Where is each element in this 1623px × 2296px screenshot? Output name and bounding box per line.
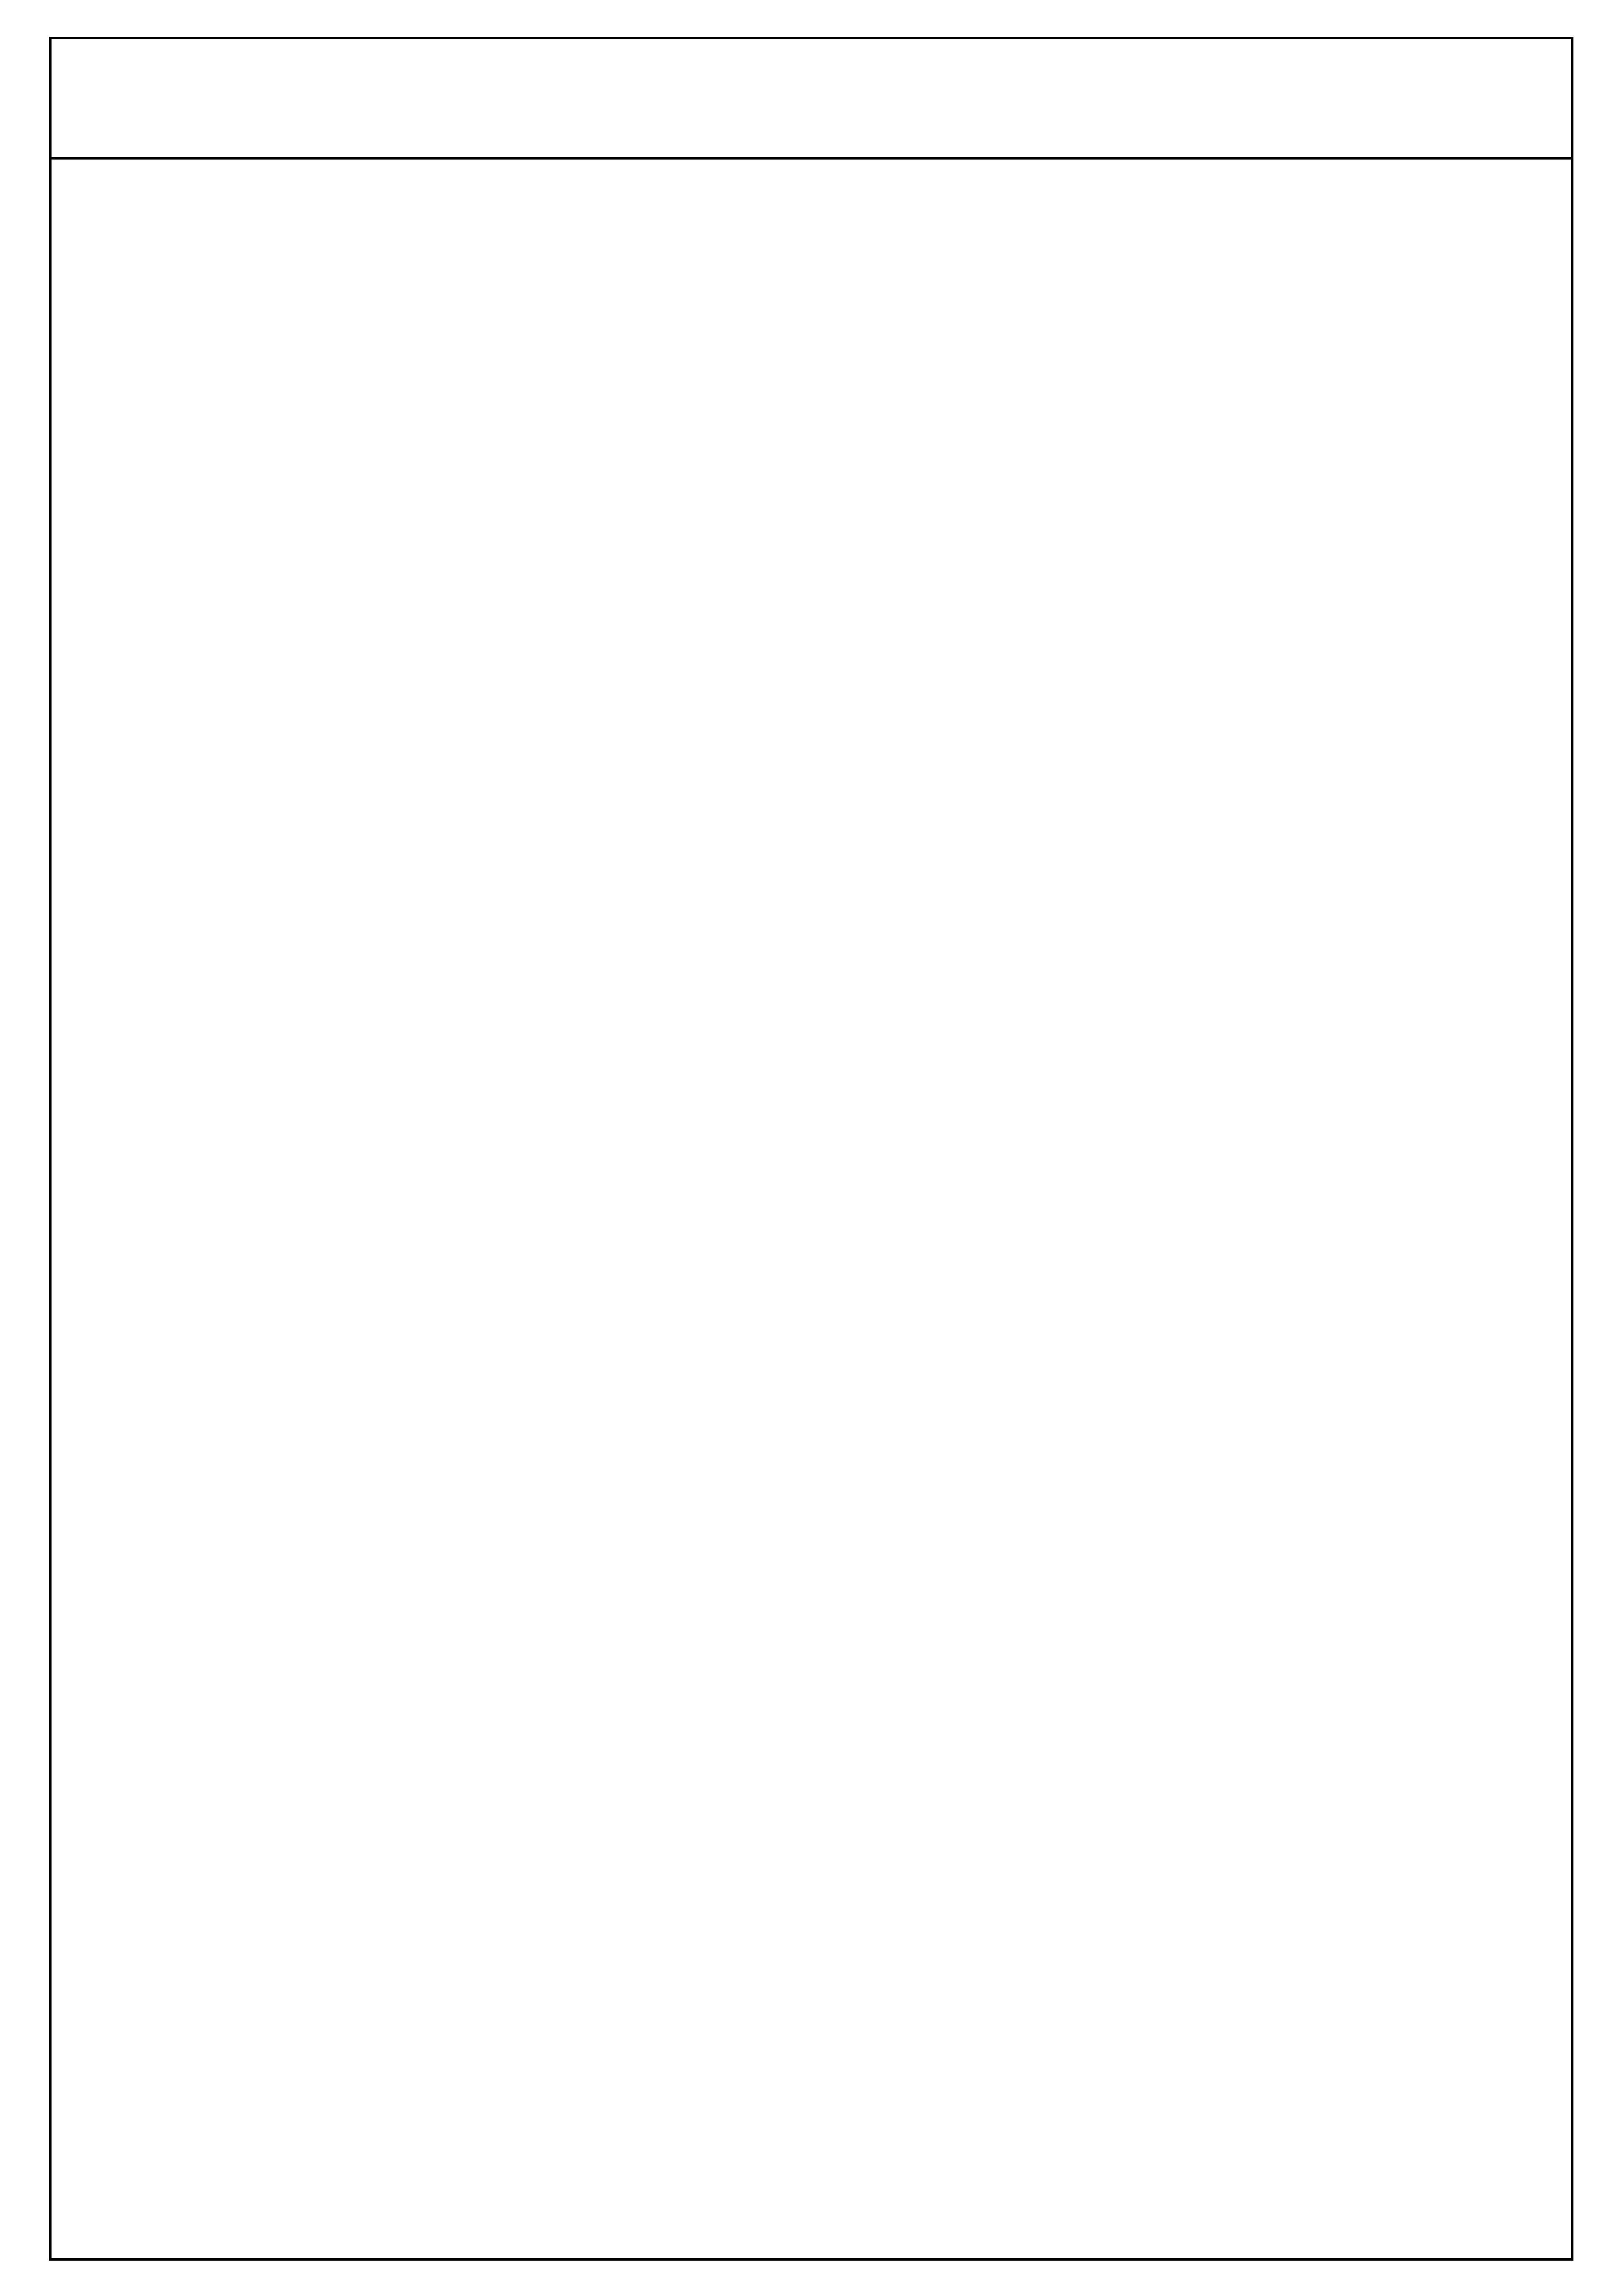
days-table — [52, 155, 1571, 2258]
schedule-sheet — [49, 37, 1573, 2261]
page-title — [52, 39, 1571, 160]
